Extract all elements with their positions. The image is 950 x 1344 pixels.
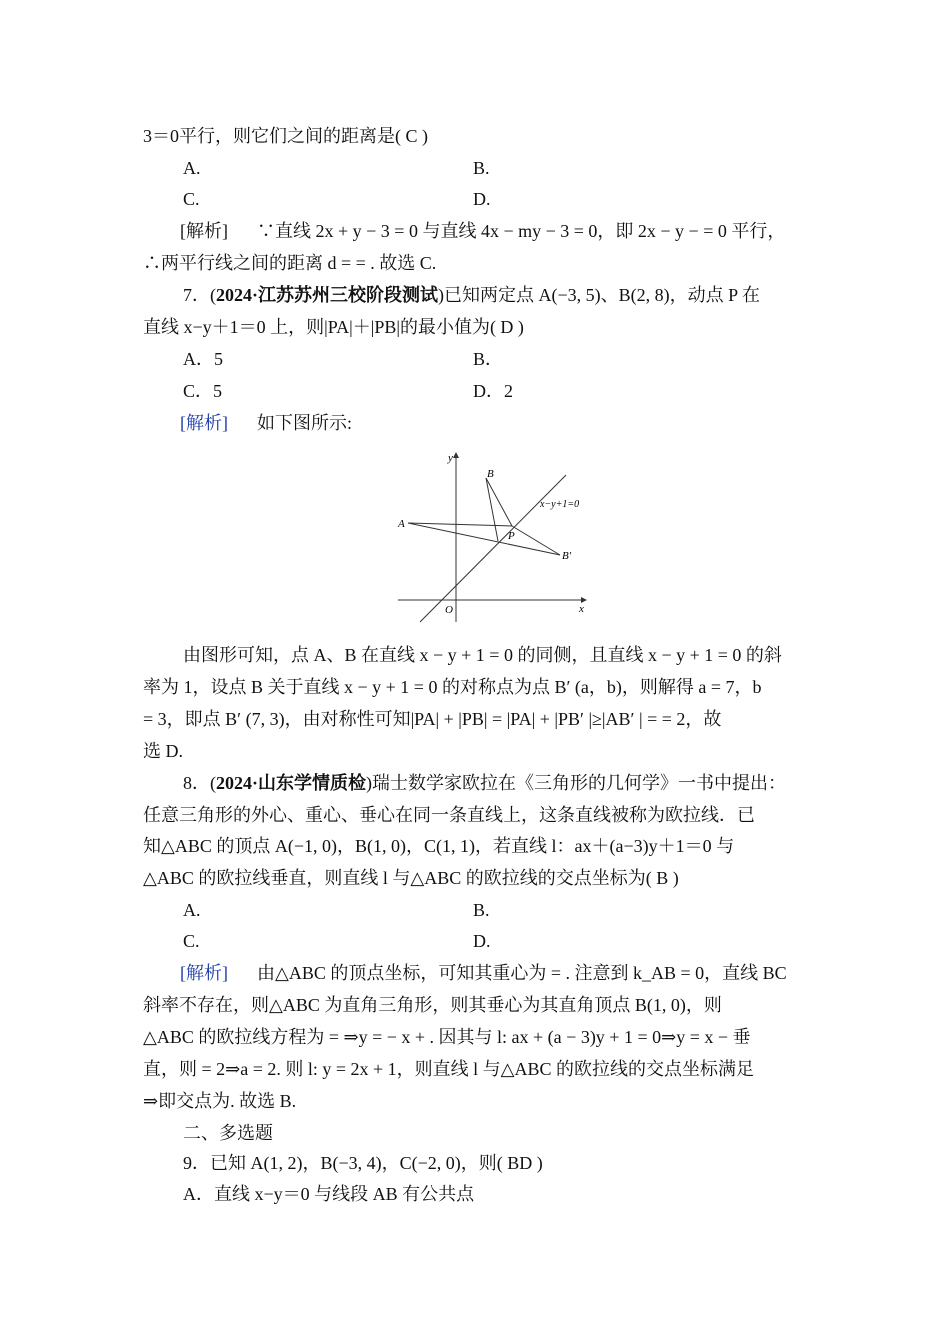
label-y: y (448, 452, 453, 464)
segment-a-b2 (408, 523, 560, 555)
label-point-a: A (398, 518, 405, 530)
label-point-b-prime: B′ (562, 550, 572, 562)
segment-a-p (408, 523, 512, 526)
q8-option-c: C. (183, 931, 200, 951)
segment-b-p (486, 478, 512, 526)
q8-stem-line-1 (183, 772, 786, 794)
q8-analysis-line-4: 直，则 = 2⇒a = 2. 则 l: y = 2x + 1，则直线 l 与△ABC 的欧拉线的交点坐标满足 (143, 1059, 755, 1079)
q8-analysis-line-2: 斜率不存在，则△ABC 为直角三角形，则其垂心为其直角顶点 B(1, 0)，则 (143, 995, 722, 1015)
q7-source: 2024·江苏苏州三校阶段测试 (216, 285, 439, 305)
label-x: x (579, 603, 584, 615)
label-point-p: P (508, 530, 515, 542)
q6-option-d: D. (473, 189, 491, 209)
q7-option-c: C．5 (183, 381, 223, 401)
q7-stem-line-2: 直线 x−y＋1＝0 上，则|PA|＋|PB|的最小值为( D ) (143, 317, 524, 337)
segment-b-b2 (486, 478, 498, 541)
q6-option-c: C. (183, 189, 200, 209)
label-origin: O (445, 604, 453, 616)
q8-source: 2024·山东学情质检 (216, 773, 367, 793)
q8-analysis-line-1: 由△ABC 的顶点坐标，可知其重心为 = . 注意到 k_AB = 0，直线 BC (257, 963, 787, 983)
label-point-b: B (487, 468, 494, 480)
q7-option-b: B． (473, 349, 504, 369)
q6-analysis-line-2: ∴两平行线之间的距离 d = = . 故选 C. (143, 253, 437, 273)
q8-analysis-tag: [解析] (180, 963, 228, 983)
q7-stem-text: )已知两定点 A(−3, 5)、B(2, 8)，动点 P 在 (438, 285, 760, 305)
section-heading: 二、多选题 (183, 1123, 273, 1143)
q6-option-b: B. (473, 158, 490, 178)
q8-option-d: D. (473, 931, 491, 951)
q7-analysis-intro: 如下图所示: (257, 413, 353, 433)
q8-analysis-line-5: ⇒即交点为. 故选 B. (143, 1091, 297, 1111)
q8-stem-text: )瑞士数学家欧拉在《三角形的几何学》一书中提出： (366, 773, 787, 793)
q7-analysis-tag: [解析] (180, 413, 228, 433)
reflection-figure (390, 447, 600, 627)
segment-p-b2 (512, 526, 560, 555)
q7-stem-line-1 (183, 284, 760, 306)
q6-option-a: A. (183, 158, 201, 178)
q7-analysis-line-3: = 3，即点 B′ (7, 3)，由对称性可知|PA| + |PB| = |PA| + |PB′ |≥|AB′ | = = 2，故 (143, 709, 722, 729)
q8-stem-line-4: △ABC 的欧拉线垂直，则直线 l 与△ABC 的欧拉线的交点坐标为( B ) (143, 868, 679, 888)
q7-analysis-line-4: 选 D. (143, 741, 183, 761)
q6-stem: 3＝0平行，则它们之间的距离是( C ) (143, 126, 428, 146)
q7-analysis-line-1: 由图形可知，点 A、B 在直线 x − y + 1 = 0 的同侧，且直线 x − y + 1 = 0 的斜 (183, 645, 782, 665)
q7-number: 7．( (183, 285, 216, 305)
q8-analysis-line-3: △ABC 的欧拉线方程为 = ⇒y = − x + . 因其与 l: ax + (a − 3)y + 1 = 0⇒y = x − 垂 (143, 1027, 751, 1047)
q8-number: 8．( (183, 773, 216, 793)
q9-stem: 9．已知 A(1, 2)，B(−3, 4)，C(−2, 0)，则( BD ) (183, 1153, 543, 1173)
q7-option-d: D．2 (473, 381, 513, 401)
q8-option-a: A. (183, 900, 201, 920)
q6-analysis-tag: [解析] (180, 221, 228, 241)
q6-analysis-line-1: ∵直线 2x + y − 3 = 0 与直线 4x − my − 3 = 0，即 2x − y − = 0 平行， (257, 221, 786, 241)
q8-option-b: B. (473, 900, 490, 920)
q7-analysis-line-2: 率为 1，设点 B 关于直线 x − y + 1 = 0 的对称点为点 B′ (a，b)，则解得 a = 7，b (143, 677, 762, 697)
q8-stem-line-3: 知△ABC 的顶点 A(−1, 0)，B(1, 0)，C(1, 1)，若直线 l：ax＋(a−3)y＋1＝0 与 (143, 836, 735, 856)
q7-option-a: A．5 (183, 349, 223, 369)
label-line-equation: x−y+1=0 (540, 499, 580, 510)
q9-option-a: A．直线 x−y＝0 与线段 AB 有公共点 (183, 1184, 475, 1204)
q8-stem-line-2: 任意三角形的外心、重心、垂心在同一条直线上，这条直线被称为欧拉线．已 (143, 805, 755, 825)
